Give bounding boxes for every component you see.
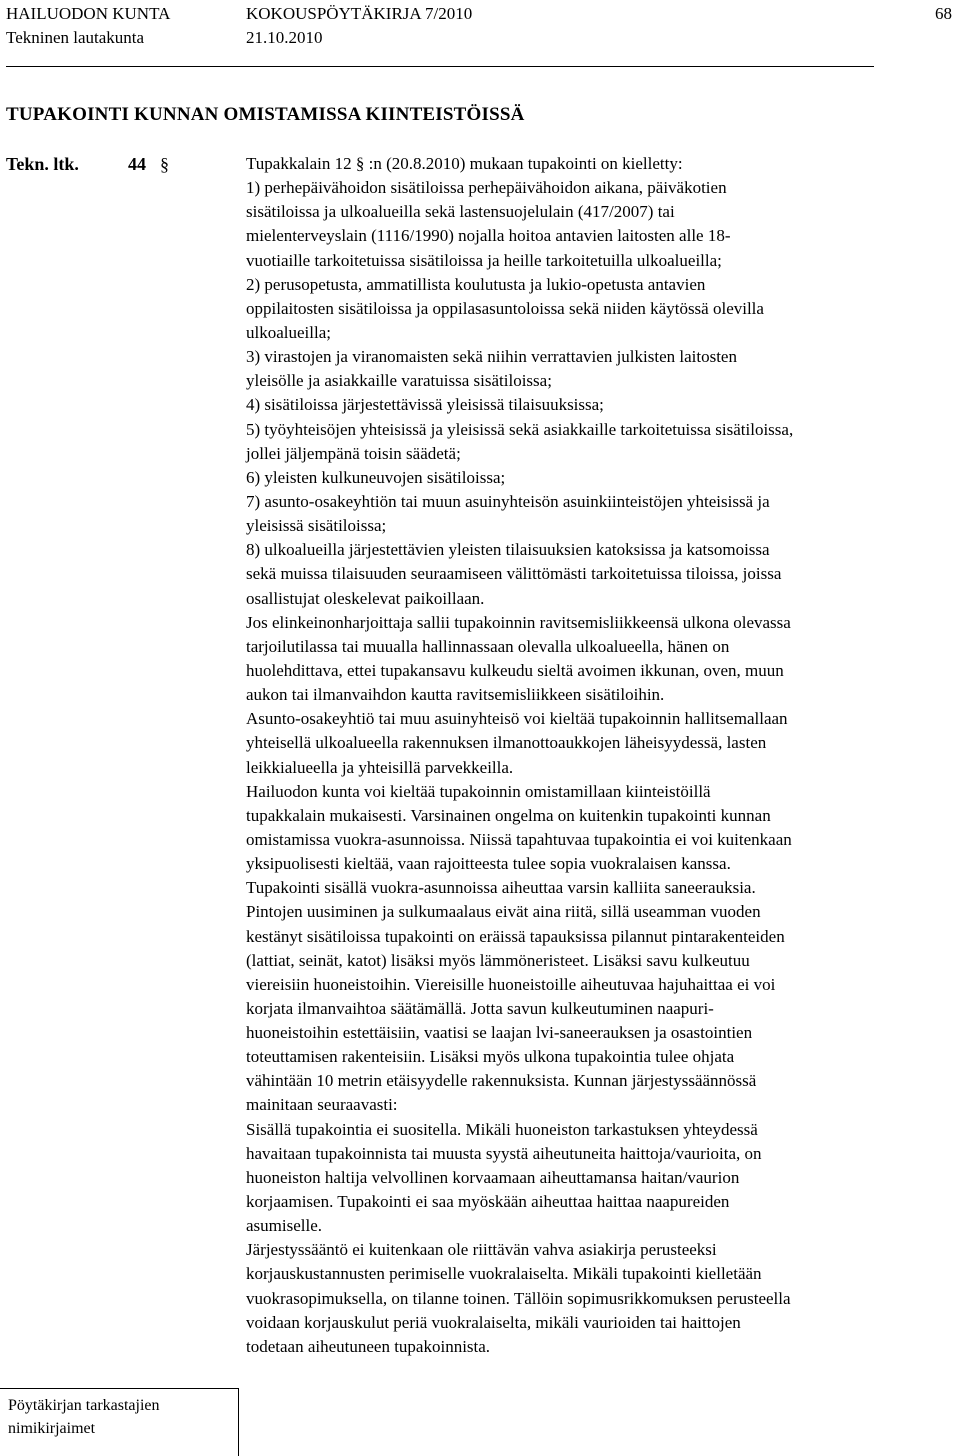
body-line: kestänyt sisätiloissa tupakointi on eräissä tapauksissa pilannut pintarakenteiden [246,926,785,946]
body-line: Asunto-osakeyhtiö tai muu asuinyhteisö voi kieltää tupakoinnin hallitsemallaan [246,709,788,729]
footer-signature-box [0,1388,239,1456]
body-line: todetaan aiheutuneen tupakoinnista. [246,1336,491,1356]
body-line: huolehdittava, ettei tupakansavu kulkeudu sieltä avoimen ikkunan, oven, muun [246,660,784,680]
document-body [246,152,936,1359]
body-line: korjaamisen. Tupakointi ei saa myöskään aiheuttaa haittaa naapureiden [246,1192,730,1212]
body-line: Hailuodon kunta voi kieltää tupakoinnin omistamillaan kiinteistöillä [246,781,711,801]
body-line: viereisiin huoneistoihin. Viereisille huoneistoille aiheutuvaa hajuhaittaa ei voi [246,974,776,994]
body-line: asumiselle. [246,1216,323,1236]
body-line: omistamissa vuokra-asunnoissa. Niissä tapahtuvaa tupakointia ei voi kuitenkaan [246,829,792,849]
body-line: voidaan korjauskulut periä vuokralaiselta, mikäli vaurioiden tai haittojen [246,1312,741,1332]
body-line: vähintään 10 metrin etäisyydelle rakennuksista. Kunnan järjestyssäännössä [246,1071,757,1091]
header-committee: Tekninen lautakunta [6,28,145,47]
body-line: 4) sisätiloissa järjestettävissä yleisissä tilaisuuksissa; [246,395,604,415]
body-line: tarjoilutilassa tai muualla hallinnassaan olevalla ulkoalueella, hänen on [246,636,730,656]
body-line: Tupakkalain 12 § :n (20.8.2010) mukaan tupakointi on kielletty: [246,154,683,173]
body-line: yhteisellä ulkoalueella rakennuksen ilmanottoaukkojen läheisyydessä, lasten [246,733,767,753]
body-line: yleisissä sisätiloissa; [246,516,387,536]
body-line: osallistujat oleskelevat paikoillaan. [246,588,485,608]
body-line: ulkoalueilla; [246,322,331,342]
body-line: 3) virastojen ja viranomaisten sekä niihin verrattavien julkisten laitosten [246,347,737,367]
body-line: huoneiston haltija velvollinen korvaamaan aiheuttamansa haitan/vaurion [246,1167,740,1187]
header-org: HAILUODON KUNTA [6,4,171,23]
body-line: yleisölle ja asiakkaille varatuissa sisätiloissa; [246,371,552,391]
body-line: havaitaan tupakoinnista tai muusta syystä aiheutuneita haittoja/vaurioita, on [246,1143,762,1163]
body-line: leikkialueella ja yhteisillä parvekkeilla. [246,757,514,777]
body-line: vuokrasopimuksella, on tilanne toinen. Tällöin sopimusrikkomuksen perusteella [246,1288,791,1308]
body-line: (lattiat, seinät, katot) lisäksi myös lämmöneristeet. Lisäksi savu kulkeutuu [246,950,750,970]
body-line: oppilaitosten sisätiloissa ja oppilasasuntoloissa sekä niiden käytössä olevilla [246,298,764,318]
body-line: jollei jäljempänä toisin säädetä; [246,443,461,463]
body-line: sisätiloissa ja ulkoalueilla sekä lastensuojelulain (417/2007) tai [246,202,675,222]
body-line: Jos elinkeinonharjoittaja sallii tupakoinnin ravitsemisliikkeensä ulkona olevassa [246,612,791,632]
body-line: yksipuolisesti kieltää, vaan rajoitteesta tulee sopia vuokralaisen kanssa. [246,854,731,874]
body-line: Järjestyssääntö ei kuitenkaan ole riittävän vahva asiakirja perusteeksi [246,1240,717,1260]
body-line: Pintojen uusiminen ja sulkumaalaus eivät aina riitä, sillä useamman vuoden [246,902,761,922]
body-line: Tupakointi sisällä vuokra-asunnoissa aiheuttaa varsin kalliita saneerauksia. [246,878,756,898]
body-line: 2) perusopetusta, ammatillista koulutusta ja lukio-opetusta antavien [246,274,706,294]
header-page-number: 68 [935,4,952,23]
body-line: korjata ilmanvaihtoa säätämällä. Jotta savun kulkeutuminen naapuri- [246,998,714,1018]
footer-label-line1: Pöytäkirjan tarkastajien [8,1397,160,1414]
body-line: 8) ulkoalueilla järjestettävien yleisten tilaisuuksien katoksissa ja katsomoissa [246,540,770,560]
header-divider [6,66,874,67]
body-line: sekä muissa tilaisuuden seuraamiseen välittömästi tarkoitetuissa tiloissa, joissa [246,564,782,584]
body-line: Sisällä tupakointia ei suositella. Mikäli huoneiston tarkastuksen yhteydessä [246,1119,758,1139]
body-line: korjauskustannusten perimiselle vuokralaiselta. Mikäli tupakointi kielletään [246,1264,762,1284]
body-line: vuotiaille tarkoitetuissa sisätiloissa ja heille tarkoitetuilla ulkoalueilla; [246,250,722,270]
header-date: 21.10.2010 [246,28,323,47]
header-doc-title: KOKOUSPÖYTÄKIRJA 7/2010 [246,4,473,23]
footer-label-line2: nimikirjaimet [8,1420,96,1437]
body-line: toteuttamisen rakenteisiin. Lisäksi myös ulkona tupakointia tulee ohjata [246,1047,735,1067]
paragraph-sign: § [160,154,169,174]
body-line: aukon tai ilmanvaihdon kautta ravitsemisliikkeen sisätiloihin. [246,685,665,705]
body-line: tupakkalain mukaisesti. Varsinainen ongelma on kuitenkin tupakointi kunnan [246,805,771,825]
body-line: huoneistoihin estettäisiin, vaatisi se laajan lvi-saneerauksen ja osastointien [246,1023,753,1043]
section-body-label: Tekn. ltk. [6,154,79,174]
body-line: mainitaan seuraavasti: [246,1095,398,1115]
body-line: 7) asunto-osakeyhtiön tai muun asuinyhteisön asuinkiinteistöjen yhteisissä ja [246,491,770,511]
body-line: 5) työyhteisöjen yhteisissä ja yleisissä sekä asiakkaille tarkoitetuissa sisätiloissa, [246,419,794,439]
section-number: 44 [128,154,146,174]
body-line: mielenterveyslain (1116/1990) nojalla hoitoa antavien laitosten alle 18- [246,226,731,246]
section-title: TUPAKOINTI KUNNAN OMISTAMISSA KIINTEISTÖISSÄ [6,104,525,125]
body-line: 1) perhepäivähoidon sisätiloissa perhepäivähoidon aikana, päiväkotien [246,178,727,198]
body-line: 6) yleisten kulkuneuvojen sisätiloissa; [246,467,506,487]
